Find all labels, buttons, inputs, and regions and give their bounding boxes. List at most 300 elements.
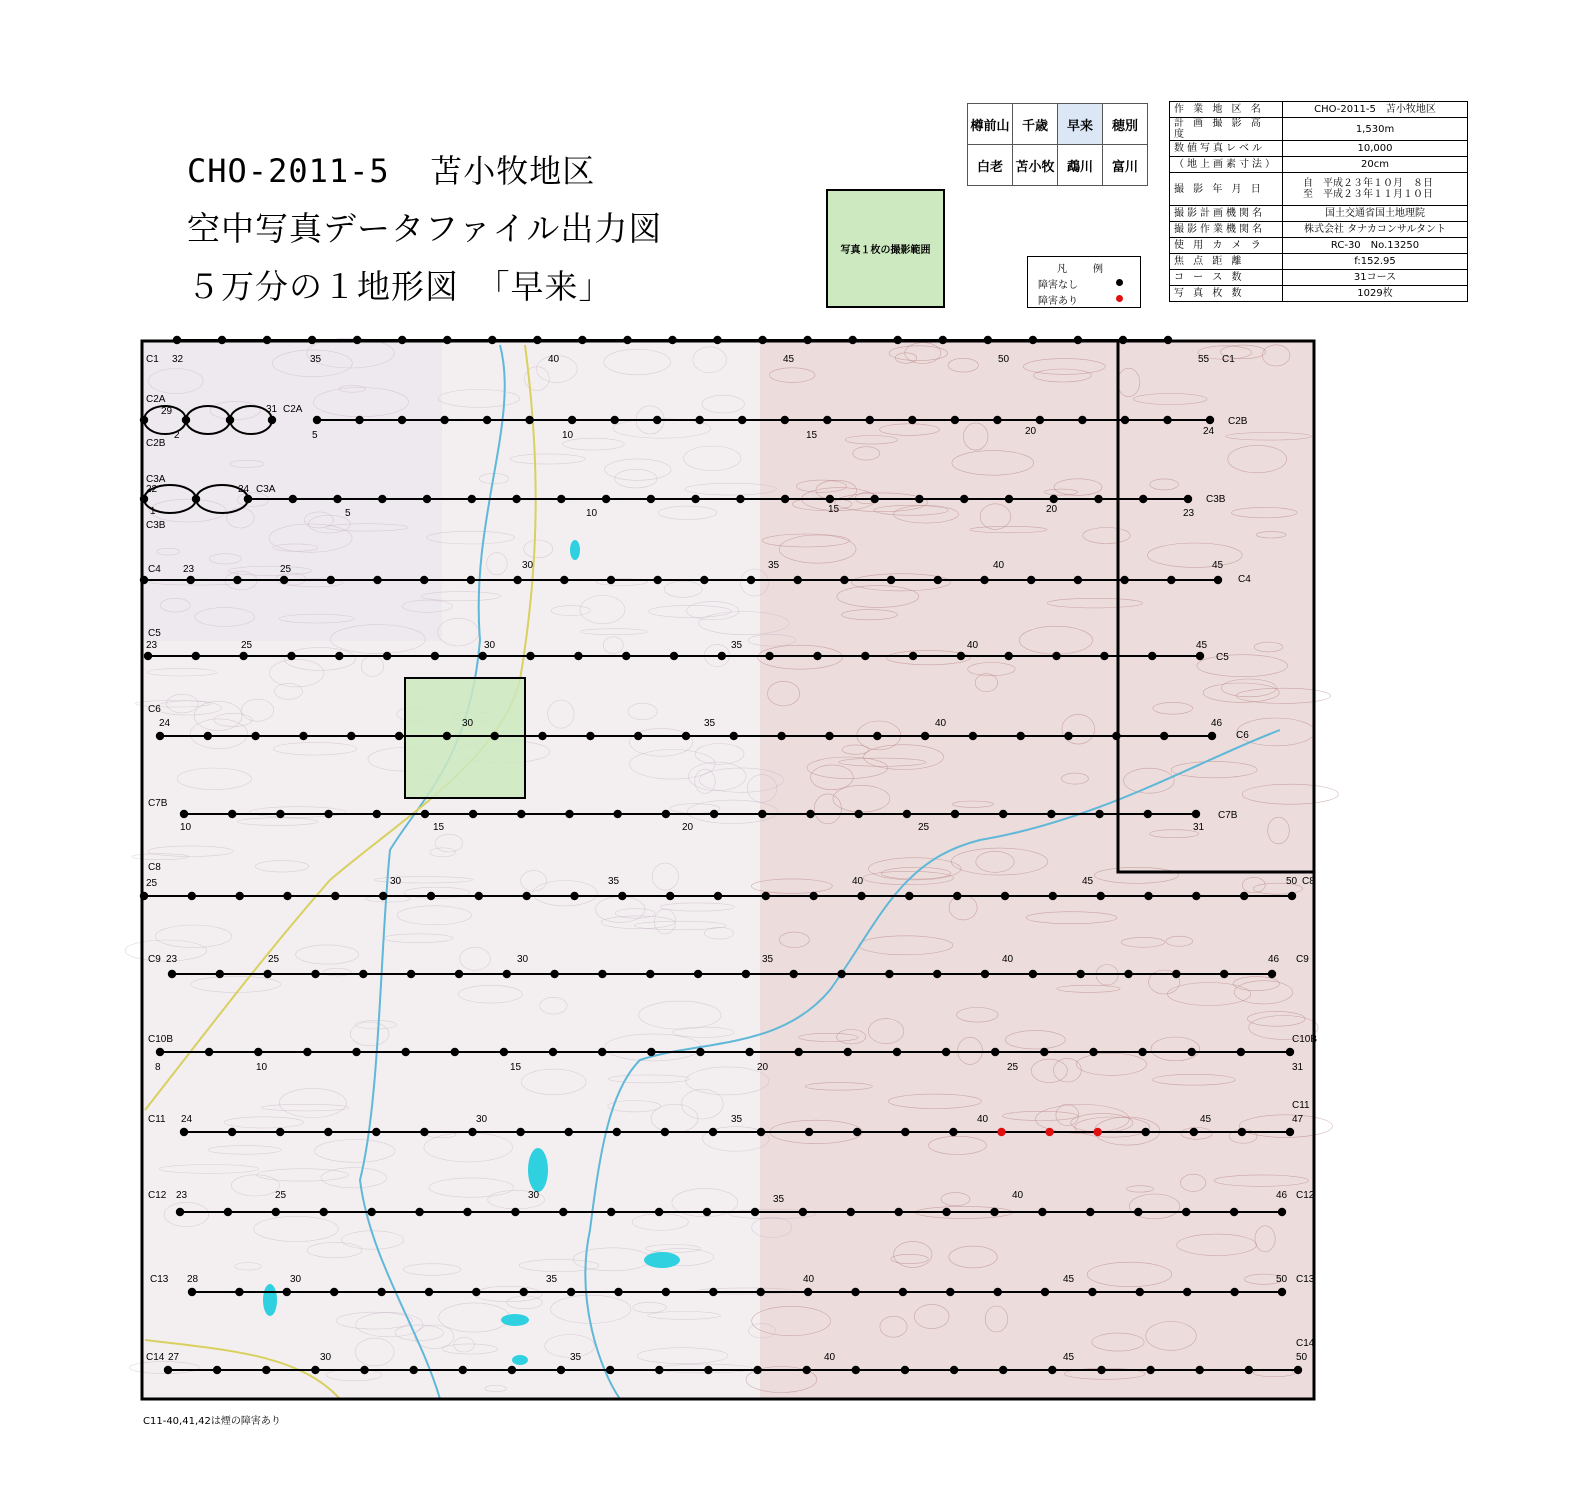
course-label: C14 xyxy=(1296,1338,1315,1349)
course-label: 30 xyxy=(517,954,529,965)
course-label: C3A xyxy=(146,474,166,485)
photo-point xyxy=(758,810,766,818)
photo-point xyxy=(1164,336,1172,344)
photo-point xyxy=(503,970,511,978)
photo-point xyxy=(634,732,642,740)
photo-point xyxy=(550,970,558,978)
photo-point xyxy=(1192,892,1200,900)
photo-point xyxy=(420,1128,428,1136)
photo-point xyxy=(320,1208,328,1216)
info-key: 数値写真レベル xyxy=(1170,141,1283,157)
photo-point-obstacle xyxy=(1045,1128,1053,1136)
photo-point xyxy=(757,1288,765,1296)
photo-point xyxy=(742,970,750,978)
photo-point xyxy=(410,1366,418,1374)
photo-point xyxy=(1040,1048,1048,1056)
photo-point xyxy=(228,1128,236,1136)
photo-point xyxy=(1041,1288,1049,1296)
topo-background xyxy=(125,338,1338,1399)
photo-point xyxy=(1074,336,1082,344)
course-label: 15 xyxy=(828,504,840,515)
photo-point xyxy=(885,970,893,978)
photo-point xyxy=(251,732,259,740)
map-title-line2: 空中写真データファイル出力図 xyxy=(187,209,663,248)
photo-point xyxy=(810,892,818,900)
course-label: 23 xyxy=(1183,508,1195,519)
photo-point xyxy=(204,732,212,740)
photo-point xyxy=(942,1048,950,1056)
photo-point xyxy=(559,1208,567,1216)
course-label: 30 xyxy=(290,1274,302,1285)
photo-point xyxy=(668,336,676,344)
photo-point xyxy=(1278,1288,1286,1296)
photo-point xyxy=(1097,1366,1105,1374)
photo-point xyxy=(813,652,821,660)
photo-point xyxy=(980,576,988,584)
photo-point xyxy=(1245,1366,1253,1374)
photo-point xyxy=(423,495,431,503)
photo-point xyxy=(407,970,415,978)
photo-point xyxy=(472,1288,480,1296)
photo-point xyxy=(289,495,297,503)
photo-point xyxy=(895,1208,903,1216)
photo-point xyxy=(1182,1208,1190,1216)
photo-point xyxy=(849,336,857,344)
photo-point xyxy=(908,416,916,424)
info-key: 作 業 地 区 名 xyxy=(1170,102,1283,118)
course-label: 24 xyxy=(159,718,171,729)
photo-point xyxy=(262,1366,270,1374)
photo-point xyxy=(523,892,531,900)
photo-point xyxy=(1029,336,1037,344)
photo-point xyxy=(1119,336,1127,344)
water-body xyxy=(570,540,580,560)
info-key: 撮影計画機関名 xyxy=(1170,206,1283,222)
photo-point xyxy=(1124,970,1132,978)
photo-point xyxy=(901,1366,909,1374)
photo-point xyxy=(614,810,622,818)
photo-point xyxy=(991,1048,999,1056)
course-label: C8 xyxy=(148,862,161,873)
photo-point xyxy=(1047,810,1055,818)
photo-point xyxy=(347,732,355,740)
course-label: 35 xyxy=(310,354,322,365)
photo-point xyxy=(513,576,521,584)
course-label: C13 xyxy=(1296,1274,1315,1285)
course-label: 46 xyxy=(1276,1190,1288,1201)
photo-point xyxy=(299,732,307,740)
photo-point xyxy=(1230,1288,1238,1296)
photo-point xyxy=(1088,1288,1096,1296)
photo-point xyxy=(1214,576,1222,584)
photo-point xyxy=(373,810,381,818)
photo-point xyxy=(520,1288,528,1296)
photo-point xyxy=(421,810,429,818)
photo-point xyxy=(844,1048,852,1056)
index-cell: 富川 xyxy=(1103,145,1148,186)
course-label: 50 xyxy=(998,354,1010,365)
photo-point xyxy=(398,336,406,344)
photo-point xyxy=(853,1128,861,1136)
course-label: 40 xyxy=(967,640,979,651)
photo-point xyxy=(1230,1208,1238,1216)
photo-point xyxy=(696,416,704,424)
course-label: C1 xyxy=(146,354,159,365)
course-label: C4 xyxy=(148,564,161,575)
photo-point xyxy=(140,576,148,584)
photo-point xyxy=(709,1288,717,1296)
photo-point xyxy=(861,652,869,660)
course-label: 15 xyxy=(510,1062,522,1073)
course-label: C11 xyxy=(148,1114,166,1125)
photo-point xyxy=(500,1048,508,1056)
photo-point xyxy=(1146,1366,1154,1374)
photo-point xyxy=(696,1048,704,1056)
course-label: 1 xyxy=(150,506,156,517)
course-label: 5 xyxy=(345,508,351,519)
photo-point xyxy=(568,416,576,424)
photo-point xyxy=(488,336,496,344)
photo-point xyxy=(999,1366,1007,1374)
photo-point xyxy=(268,416,276,424)
water-body xyxy=(644,1252,680,1268)
course-label: 35 xyxy=(546,1274,558,1285)
legend-obstacle-label: 障害あり xyxy=(1038,296,1078,307)
photo-point xyxy=(1005,652,1013,660)
photo-point xyxy=(236,892,244,900)
photo-point xyxy=(483,416,491,424)
photo-point xyxy=(398,416,406,424)
photo-point xyxy=(144,652,152,660)
photo-point xyxy=(533,336,541,344)
photo-point xyxy=(1089,1048,1097,1056)
photo-point xyxy=(714,892,722,900)
legend-no-obstacle-label: 障害なし xyxy=(1038,280,1078,291)
photo-point xyxy=(1237,1048,1245,1056)
info-key: 焦 点 距 離 xyxy=(1170,254,1283,270)
photo-point xyxy=(1074,576,1082,584)
photo-point xyxy=(662,810,670,818)
legend-title: 凡 例 xyxy=(1057,264,1111,275)
photo-point xyxy=(777,732,785,740)
photo-point xyxy=(950,1366,958,1374)
course-label: 31 xyxy=(266,404,278,415)
info-key: （地上画素寸法） xyxy=(1170,157,1283,173)
index-cell-current: 早来 xyxy=(1058,104,1103,145)
photo-point xyxy=(516,1128,524,1136)
photo-point xyxy=(915,495,923,503)
photo-point xyxy=(140,495,148,503)
photo-point xyxy=(324,810,332,818)
photo-point xyxy=(598,970,606,978)
photo-point xyxy=(479,652,487,660)
photo-point xyxy=(1100,652,1108,660)
water-body xyxy=(512,1355,528,1365)
info-value: f:152.95 xyxy=(1283,254,1468,270)
photo-point xyxy=(373,576,381,584)
photo-point xyxy=(713,336,721,344)
photo-point xyxy=(235,1288,243,1296)
photo-point xyxy=(379,892,387,900)
photo-point xyxy=(331,892,339,900)
info-value: CHO-2011-5 苫小牧地区 xyxy=(1283,102,1468,118)
course-label: C2A xyxy=(146,394,166,405)
course-label: C6 xyxy=(1236,730,1249,741)
info-value: 20cm xyxy=(1283,157,1468,173)
photo-point xyxy=(951,416,959,424)
photo-point xyxy=(618,892,626,900)
photo-point xyxy=(806,810,814,818)
photo-point xyxy=(999,810,1007,818)
course-label: 35 xyxy=(731,640,743,651)
photo-point xyxy=(308,336,316,344)
photo-point xyxy=(1172,970,1180,978)
photo-point xyxy=(538,732,546,740)
course-label: 35 xyxy=(570,1352,582,1363)
photo-point xyxy=(468,495,476,503)
photo-point xyxy=(1050,495,1058,503)
photo-point xyxy=(855,810,863,818)
photo-point xyxy=(942,1208,950,1216)
photo-point-obstacle xyxy=(997,1128,1005,1136)
info-key: 撮影作業機関名 xyxy=(1170,222,1283,238)
photo-point xyxy=(682,732,690,740)
info-value: RC-30 No.13250 xyxy=(1283,238,1468,254)
photo-point xyxy=(330,1288,338,1296)
photo-point xyxy=(1148,652,1156,660)
course-label: 30 xyxy=(484,640,496,651)
photo-point xyxy=(613,1128,621,1136)
index-cell: 白老 xyxy=(968,145,1013,186)
photo-point xyxy=(244,495,252,503)
course-label: 27 xyxy=(168,1352,180,1363)
photo-point xyxy=(949,1128,957,1136)
photo-point xyxy=(700,576,708,584)
course-label: 35 xyxy=(731,1114,743,1125)
photo-point xyxy=(402,1048,410,1056)
photo-point xyxy=(451,1048,459,1056)
photo-point xyxy=(611,416,619,424)
photo-point xyxy=(694,970,702,978)
photo-point xyxy=(826,495,834,503)
photo-point xyxy=(984,336,992,344)
course-label: 10 xyxy=(256,1062,268,1073)
course-label: 10 xyxy=(586,508,598,519)
photo-point xyxy=(598,1048,606,1056)
photo-point xyxy=(469,810,477,818)
photo-point xyxy=(475,892,483,900)
course-label: 24 xyxy=(1203,426,1215,437)
course-label: C1 xyxy=(1222,354,1235,365)
photo-point xyxy=(1112,732,1120,740)
photo-point xyxy=(662,1288,670,1296)
photo-point xyxy=(263,336,271,344)
course-label: C3B xyxy=(1206,494,1226,505)
course-label: C11 xyxy=(1292,1100,1310,1111)
info-key: コ ー ス 数 xyxy=(1170,270,1283,286)
photo-point xyxy=(455,970,463,978)
photo-point xyxy=(905,892,913,900)
course-label: C7B xyxy=(148,798,168,809)
course-label: C10B xyxy=(1292,1034,1318,1045)
photo-point xyxy=(981,970,989,978)
course-label: 45 xyxy=(1196,640,1208,651)
photo-point xyxy=(335,652,343,660)
photo-point xyxy=(946,1288,954,1296)
photo-point xyxy=(847,1208,855,1216)
photo-point xyxy=(276,810,284,818)
course-label: C9 xyxy=(148,954,161,965)
photo-point xyxy=(1142,1128,1150,1136)
photo-point xyxy=(1192,810,1200,818)
photo-point xyxy=(276,1128,284,1136)
course-label: 20 xyxy=(1025,426,1037,437)
photo-point xyxy=(1196,652,1204,660)
photo-point xyxy=(353,336,361,344)
photo-point xyxy=(1190,1128,1198,1136)
photo-point xyxy=(182,416,190,424)
index-cell: 苫小牧 xyxy=(1013,145,1058,186)
photo-point xyxy=(511,1208,519,1216)
photo-point xyxy=(1052,652,1060,660)
photo-point xyxy=(272,1208,280,1216)
photo-point xyxy=(803,336,811,344)
photo-point xyxy=(192,652,200,660)
course-label: C9 xyxy=(1296,954,1309,965)
photo-range-on-map xyxy=(405,678,525,798)
info-value: 31コース xyxy=(1283,270,1468,286)
water-body xyxy=(528,1148,548,1192)
photo-point xyxy=(512,495,520,503)
photo-point xyxy=(960,495,968,503)
photo-point xyxy=(703,1208,711,1216)
course-label: 45 xyxy=(783,354,795,365)
photo-point xyxy=(359,970,367,978)
photo-point xyxy=(994,1288,1002,1296)
photo-point xyxy=(790,970,798,978)
photo-point xyxy=(1208,732,1216,740)
course-label: 22 xyxy=(146,484,158,495)
photo-point xyxy=(218,336,226,344)
info-key: 計 画 撮 影 高 度 xyxy=(1170,118,1283,141)
photo-point xyxy=(655,1208,663,1216)
obstacle-note: C11-40,41,42は煙の障害あり xyxy=(143,1416,281,1427)
photo-point xyxy=(781,495,789,503)
photo-point xyxy=(602,495,610,503)
photo-point xyxy=(1286,1048,1294,1056)
info-key: 使 用 カ メ ラ xyxy=(1170,238,1283,254)
photo-point xyxy=(156,1048,164,1056)
water-body xyxy=(263,1284,277,1316)
photo-point xyxy=(1294,1366,1302,1374)
photo-point xyxy=(1138,1048,1146,1056)
course-label: 35 xyxy=(704,718,716,729)
course-label: C5 xyxy=(148,628,161,639)
course-label: 23 xyxy=(166,954,178,965)
course-label: 35 xyxy=(762,954,774,965)
photo-point xyxy=(934,576,942,584)
photo-point xyxy=(383,652,391,660)
course-label: 31 xyxy=(1292,1062,1304,1073)
photo-point xyxy=(1036,416,1044,424)
course-label: 45 xyxy=(1212,560,1224,571)
photo-point xyxy=(704,1366,712,1374)
photo-point xyxy=(873,732,881,740)
course-label: 40 xyxy=(803,1274,815,1285)
photo-point xyxy=(1064,732,1072,740)
photo-point xyxy=(901,1128,909,1136)
photo-point xyxy=(1163,416,1171,424)
photo-point xyxy=(1049,892,1057,900)
photo-point xyxy=(623,336,631,344)
photo-point xyxy=(781,416,789,424)
photo-point xyxy=(1206,416,1214,424)
course-label: 31 xyxy=(1193,822,1205,833)
photo-point xyxy=(1134,1208,1142,1216)
photo-point xyxy=(953,892,961,900)
photo-point xyxy=(313,416,321,424)
photo-point xyxy=(213,1366,221,1374)
photo-point xyxy=(467,576,475,584)
photo-point xyxy=(188,892,196,900)
photo-point xyxy=(468,1128,476,1136)
photo-point xyxy=(176,1208,184,1216)
photo-point xyxy=(1286,1128,1294,1136)
course-label: 47 xyxy=(1292,1114,1304,1125)
photo-point xyxy=(969,732,977,740)
photo-point xyxy=(794,576,802,584)
photo-point xyxy=(254,1048,262,1056)
course-label: 28 xyxy=(187,1274,199,1285)
photo-point-obstacle xyxy=(1094,1128,1102,1136)
photo-point xyxy=(823,416,831,424)
course-label: 35 xyxy=(608,876,620,887)
photo-point xyxy=(333,495,341,503)
course-label: C2B xyxy=(146,438,166,449)
photo-point xyxy=(903,810,911,818)
photo-point xyxy=(736,495,744,503)
course-label: 40 xyxy=(852,876,864,887)
photo-point xyxy=(443,336,451,344)
course-label: 30 xyxy=(522,560,534,571)
map-title-line3: ５万分の１地形図 「早来」 xyxy=(187,267,613,306)
photo-point xyxy=(614,1288,622,1296)
course-label: 15 xyxy=(433,822,445,833)
photo-point xyxy=(283,892,291,900)
photo-point xyxy=(1160,732,1168,740)
course-label: 40 xyxy=(548,354,560,365)
course-label: C13 xyxy=(150,1274,169,1285)
course-label: 46 xyxy=(1211,718,1223,729)
photo-point xyxy=(647,1048,655,1056)
photo-point xyxy=(557,495,565,503)
terrain-area xyxy=(142,341,442,641)
photo-point xyxy=(893,1048,901,1056)
photo-point xyxy=(646,970,654,978)
course-label: 40 xyxy=(1002,954,1014,965)
course-label: 23 xyxy=(146,640,158,651)
photo-point xyxy=(549,1048,557,1056)
photo-point xyxy=(287,652,295,660)
info-date-to: 至 平成２３年１１月１０日 xyxy=(1303,189,1433,200)
photo-point xyxy=(803,1366,811,1374)
photo-point xyxy=(578,336,586,344)
course-label: 40 xyxy=(935,718,947,729)
photo-point xyxy=(957,652,965,660)
course-label: 20 xyxy=(682,822,694,833)
course-label: 10 xyxy=(562,430,574,441)
photo-point xyxy=(565,1128,573,1136)
